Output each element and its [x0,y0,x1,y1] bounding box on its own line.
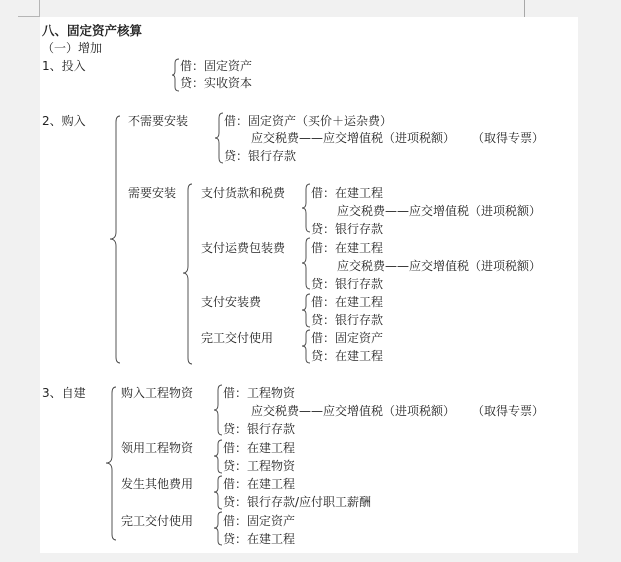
journal-entry: 借：固定资产 [223,514,296,528]
brace-icon [214,384,223,436]
step-label: 支付运费包装费 [201,241,286,255]
page-corner-marker-right [524,0,525,17]
subsection-heading: （一）增加 [42,41,103,55]
journal-entry: 贷：在建工程 [223,532,296,546]
brace-icon [183,183,193,365]
brace-icon [302,329,311,364]
section-label-purchase: 2、购入 [42,114,86,128]
section-label-self-built: 3、自建 [42,386,86,400]
page-corner-marker [18,16,40,17]
journal-entry: 借：在建工程 [311,295,384,309]
step-label: 完工交付使用 [201,331,274,345]
step-label: 发生其他费用 [121,477,194,491]
journal-note: （取得专票） [472,404,545,418]
journal-entry: 应交税费——应交增值税（进项税额） [337,204,542,218]
page-corner-marker [39,0,40,17]
journal-entry: 贷：实收资本 [180,76,253,90]
brace-icon [214,511,223,546]
journal-entry: 借：在建工程 [223,477,296,491]
journal-entry: 借：固定资产 [180,59,253,73]
brace-icon [302,183,311,233]
journal-entry: 贷：银行存款 [223,422,296,436]
section-heading: 八、固定资产核算 [42,23,143,38]
brace-icon [105,386,117,542]
brace-icon [214,475,223,510]
brace-icon [302,237,311,290]
journal-entry: 借：工程物资 [223,386,296,400]
journal-entry: 贷：银行存款/应付职工薪酬 [223,495,372,509]
journal-entry: 借：在建工程 [223,441,296,455]
journal-entry: 贷：工程物资 [223,459,296,473]
journal-entry: 借：在建工程 [311,186,384,200]
step-label: 支付安装费 [201,295,262,309]
journal-entry: 贷：银行存款 [311,313,384,327]
brace-icon [172,58,180,92]
journal-entry: 应交税费——应交增值税（进项税额） [251,131,456,145]
step-label: 完工交付使用 [121,514,194,528]
step-label: 支付货款和税费 [201,186,286,200]
journal-entry: 贷：银行存款 [224,149,297,163]
step-label: 领用工程物资 [121,441,194,455]
journal-entry: 贷：银行存款 [311,222,384,236]
brace-icon [214,439,223,474]
journal-entry: 借：固定资产（买价＋运杂费） [224,114,393,128]
journal-entry: 应交税费——应交增值税（进项税额） [337,259,542,273]
branch-label-install: 需要安装 [128,186,177,200]
journal-entry: 贷：银行存款 [311,277,384,291]
brace-icon [302,293,311,328]
brace-icon [109,115,121,365]
journal-entry: 借：固定资产 [311,331,384,345]
journal-note: （取得专票） [472,131,545,145]
step-label: 购入工程物资 [121,386,194,400]
journal-entry: 贷：在建工程 [311,349,384,363]
section-label-investment: 1、投入 [42,59,86,73]
brace-icon [215,112,224,164]
journal-entry: 应交税费——应交增值税（进项税额） [251,404,456,418]
branch-label-no-install: 不需要安装 [128,114,189,128]
journal-entry: 借：在建工程 [311,241,384,255]
